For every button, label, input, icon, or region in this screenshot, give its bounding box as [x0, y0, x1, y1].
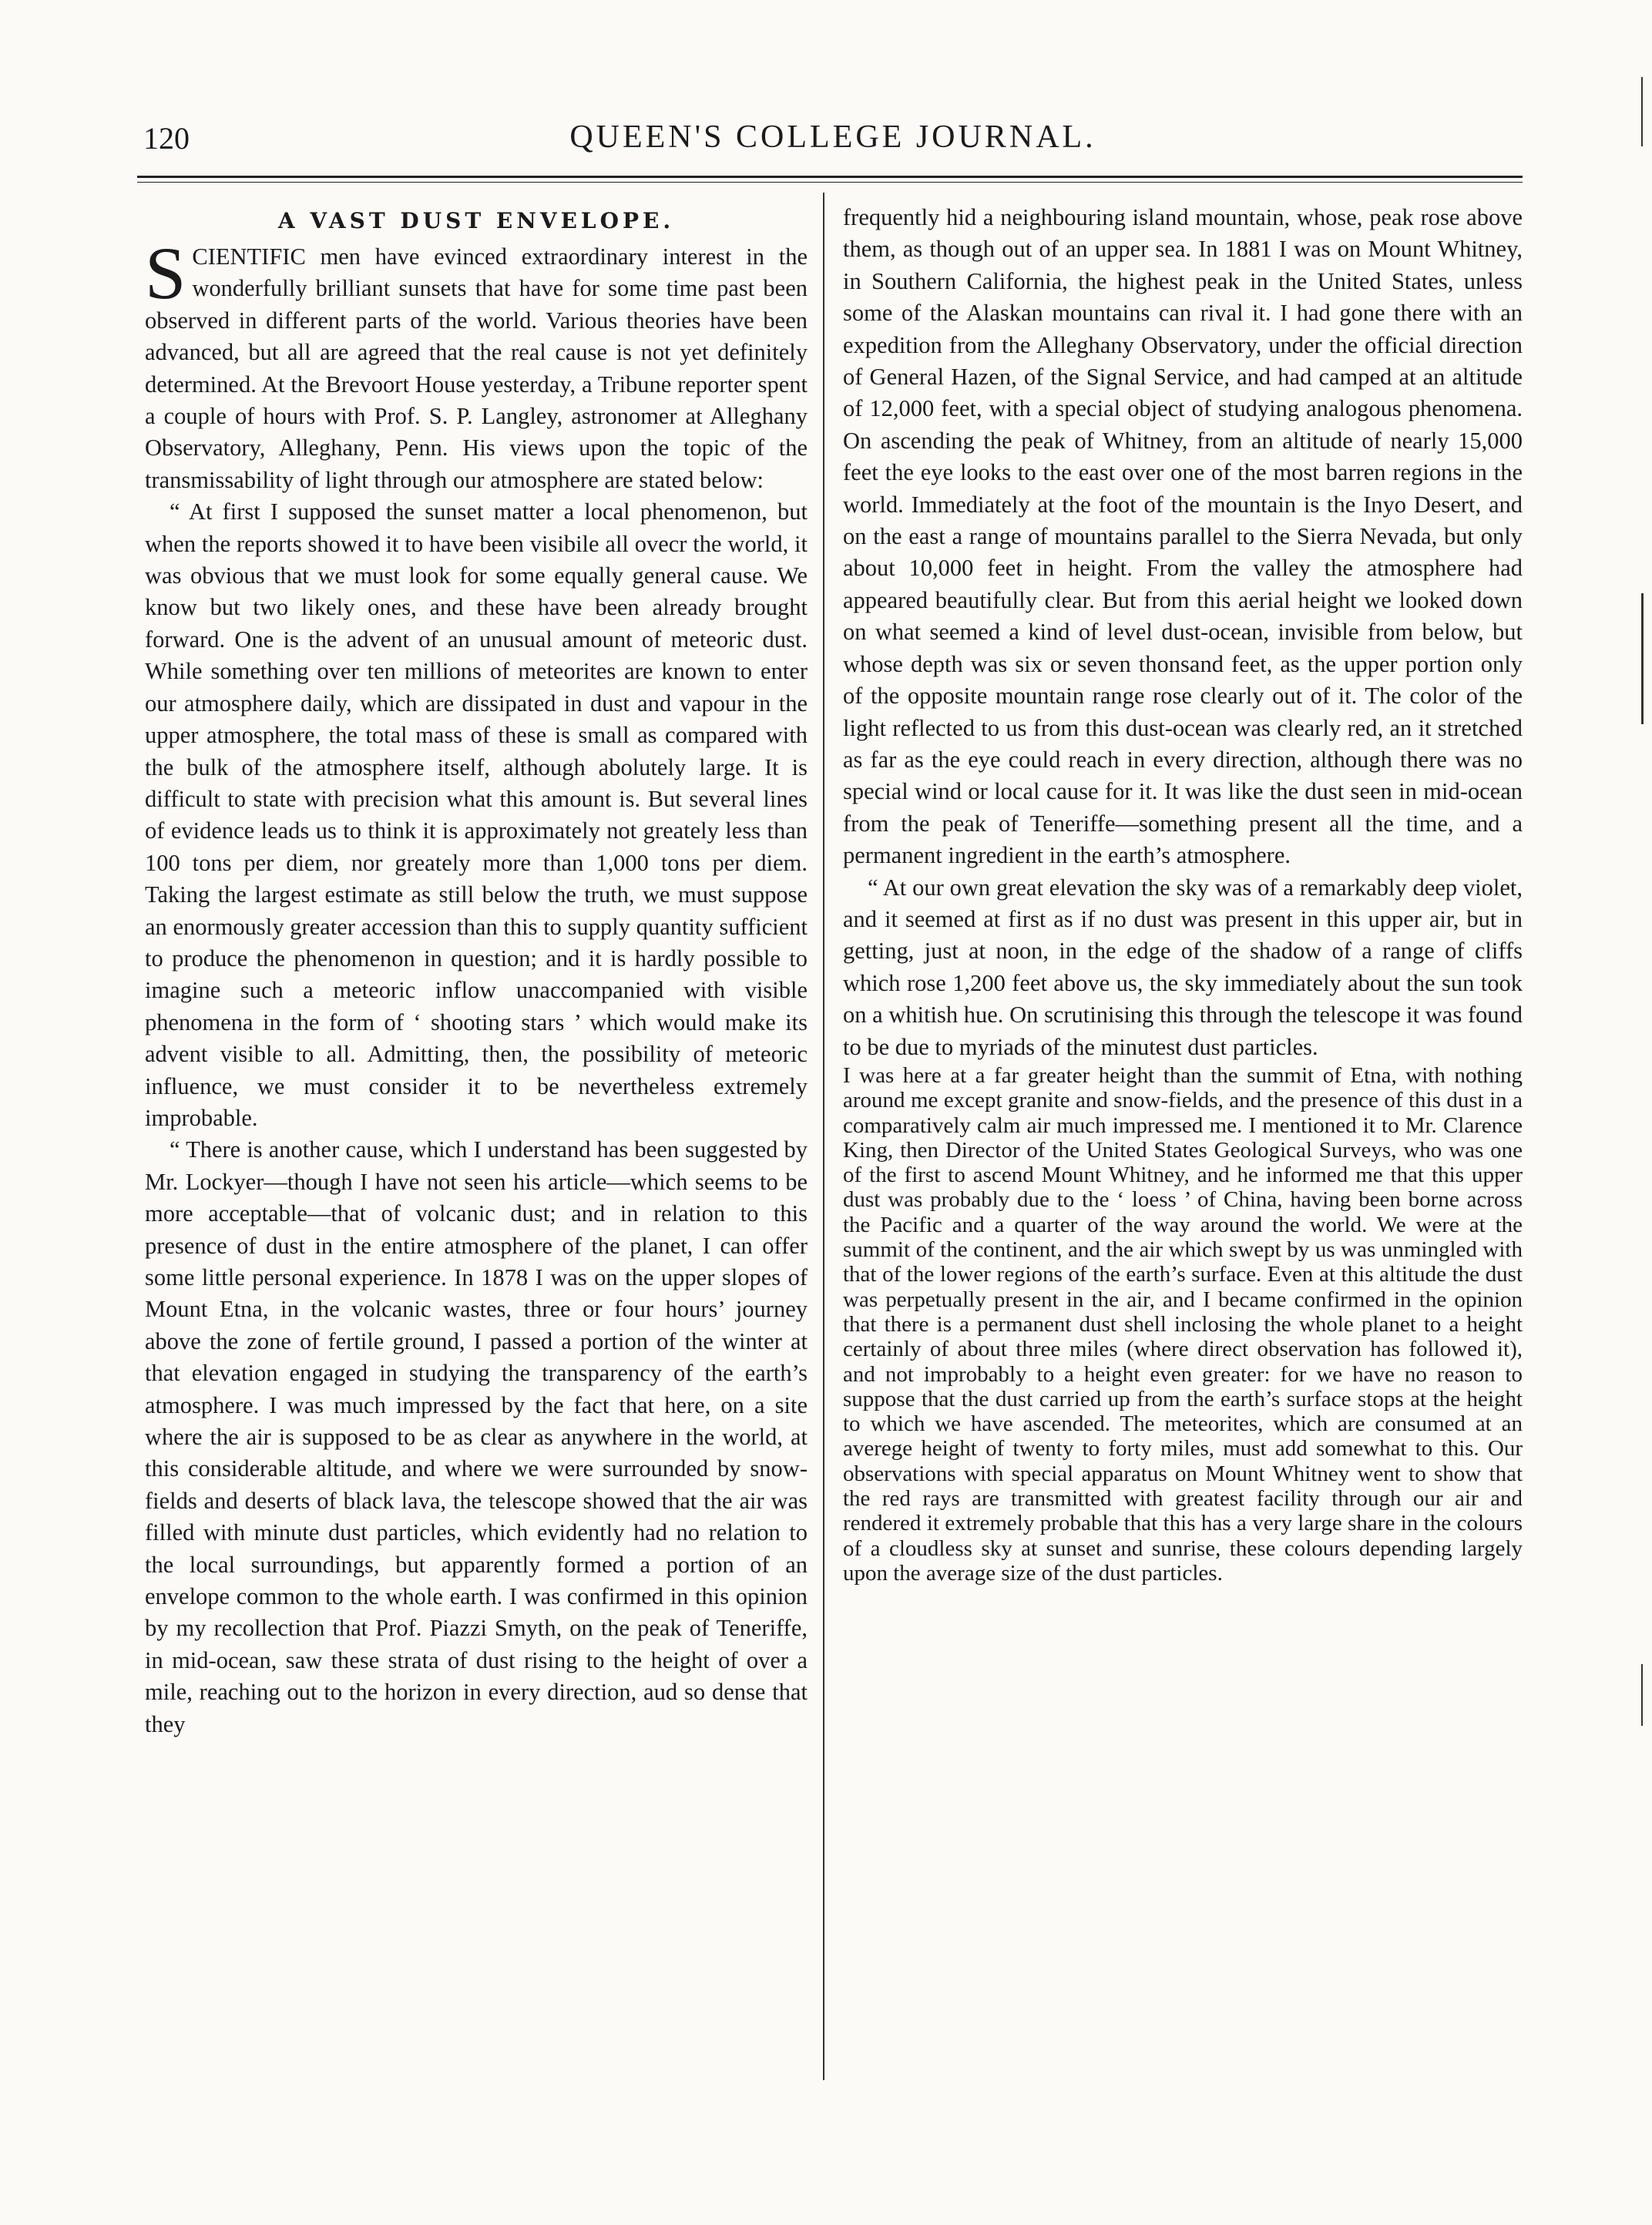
left-column: [145, 202, 808, 1740]
paragraph-text: CIENTIFIC men have evinced extraordinary interest in the wonderfully brilliant sunsets that have for some time past been observed in different parts of the world. Various theories have been advanced, but all are agreed that the real cause is not yet definitely determined. At the Brevoort House yesterday, a Tribune reporter spent a couple of hours with Prof. S. P. Langley, astronomer at Alleghany Observatory, Alleghany, Penn. His views upon the topic of the transmissability of light through our atmosphere are stated below:: [145, 243, 808, 493]
margin-mark: [1641, 1664, 1643, 1726]
drop-cap: S: [145, 232, 186, 314]
paragraph: “ There is another cause, which I understand has been suggested by Mr. Lockyer—though I have not seen his article—which seems to be more acceptable—that of volcanic dust; and in relation to this presence of dust in the entire atmosphere of the planet, I can offer some little personal experience. In 1878 I was on the upper slopes of Mount Etna, in the volcanic wastes, three or four hours’ journey above the zone of fertile ground, I passed a portion of the winter at that elevation engaged in studying the transparency of the earth’s atmosphere. I was much impressed by the fact that here, on a site where the air is supposed to be as clear as anywhere in the world, at this considerable altitude, and where we were surrounded by snow-fields and deserts of black lava, the telescope showed that the air was filled with minute dust particles, which evidently had no relation to the local surroundings, but apparently formed a portion of an envelope common to the whole earth. I was confirmed in this opinion by my recollection that Prof. Piazzi Smyth, on the peak of Teneriffe, in mid-ocean, saw these strata of dust rising to the height of over a mile, reaching out to the horizon in every direction, aud so dense that they: [145, 1136, 808, 1737]
journal-title: QUEEN'S COLLEGE JOURNAL.: [569, 119, 1096, 155]
paragraph: “ At first I supposed the sunset matter a local phenomenon, but when the reports showed it to have been visibile all ovecr the world, it was obvious that we must look for some equally general cause. We know but two likely ones, and these have been already brought forward. One is the advent of an unusual amount of meteoric dust. While something over ten millions of meteorites are known to enter our atmosphere daily, which are dissipated in dust and vapour in the upper atmosphere, the total mass of these is small as compared with the bulk of the atmosphere itself, although abolutely large. It is difficult to state with precision what this amount is. But several lines of evidence leads us to think it is approximately not greately less than 100 tons per diem, nor greately more than 1,000 tons per diem. Taking the largest estimate as still below the truth, we must suppose an enormously greater accession than this to supply quantity sufficient to produce the phenomenon in question; and it is hardly possible to imagine such a meteoric inflow unaccompanied with visible phenomena in the form of ‘ shooting stars ’ which would make its advent visible to all. Admitting, then, the possibility of meteoric influence, we must consider it to be nevertheless extremely improbable.: [145, 498, 808, 1131]
margin-mark: [1641, 77, 1643, 146]
page-header: [143, 116, 1523, 169]
paragraph: frequently hid a neighbouring island mountain, whose, peak rose above them, as though out of an upper sea. In 1881 I was on Mount Whitney, in Southern California, the highest peak in the United States, unless some of the Alaskan mountains can rival it. I had gone there with an expedition from the Alleghany Observatory, under the official direction of General Hazen, of the Signal Service, and had camped at an altitude of 12,000 feet, with a special object of studying analogous phenomena. On ascending the peak of Whitney, from an altitude of nearly 15,000 feet the eye looks to the east over one of the most barren regions in the world. Immediately at the foot of the mountain is the Inyo Desert, and on the east a range of mountains parallel to the Sierra Nevada, but only about 10,000 feet in height. From the valley the atmosphere had appeared beautifully clear. But from this aerial height we looked down on what seemed a kind of level dust-ocean, invisible from below, but whose depth was six or seven thonsand feet, as the upper portion only of the opposite mountain range rose clearly out of it. The color of the light reflected to us from this dust-ocean was clearly red, an it stretched as far as the eye could reach in every direction, although there was no special wind or local cause for it. It was like the dust seen in mid-ocean from the peak of Teneriffe—something present all the time, and a permanent ingredient in the earth’s atmosphere.: [843, 204, 1523, 869]
header-rule-thin: [137, 182, 1523, 183]
page-number: 120: [143, 121, 190, 156]
paragraph: I was here at a far greater height than the summit of Etna, with nothing around me except granite and snow-fields, and the presence of this dust in a comparatively calm air much impressed me. I mentioned it to Mr. Clarence King, then Director of the United States Geological Surveys, who was one of the first to ascend Mount Whitney, and he informed me that this upper dust was probably due to the ‘ loess ’ of China, having been borne across the Pacific and a quarter of the way around the world. We were at the summit of the continent, and the air which swept by us was unmingled with that of the lower regions of the earth’s surface. Even at this altitude the dust was perpetually present in the air, and I became confirmed in the opinion that there is a permanent dust shell inclosing the whole planet to a height certainly of about three miles (where direct observation has followed it), and not improbably to a height even greater: for we have no reason to suppose that the dust carried up from the earth’s surface stops at the height to which we have ascended. The meteorites, which are consumed at an averege height of twenty to forty miles, must add somewhat to this. Our observations with special apparatus on Mount Whitney went to show that the red rays are transmitted with greatest facility through our air and rendered it extremely probable that this has a very large share in the colours of a cloudless sky at sunset and sunrise, these colours depending largely upon the average size of the dust particles.: [843, 1062, 1523, 1586]
small-type-section: [843, 1063, 1523, 1586]
right-column: [843, 202, 1523, 1586]
header-rule-thick: [137, 176, 1523, 178]
margin-mark: [1641, 593, 1644, 724]
column-divider: [823, 193, 824, 2080]
article-title: A VAST DUST ENVELOPE.: [277, 208, 675, 233]
paragraph: [145, 232, 808, 496]
paragraph: “ At our own great elevation the sky was of a remarkably deep violet, and it seemed at first as if no dust was present in this upper air, but in getting, just at noon, in the edge of the shadow of a range of cliffs which rose 1,200 feet above us, the sky immediately about the sun took on a whitish hue. On scrutinising this through the telescope it was found to be due to myriads of the minutest dust particles.: [843, 874, 1523, 1060]
